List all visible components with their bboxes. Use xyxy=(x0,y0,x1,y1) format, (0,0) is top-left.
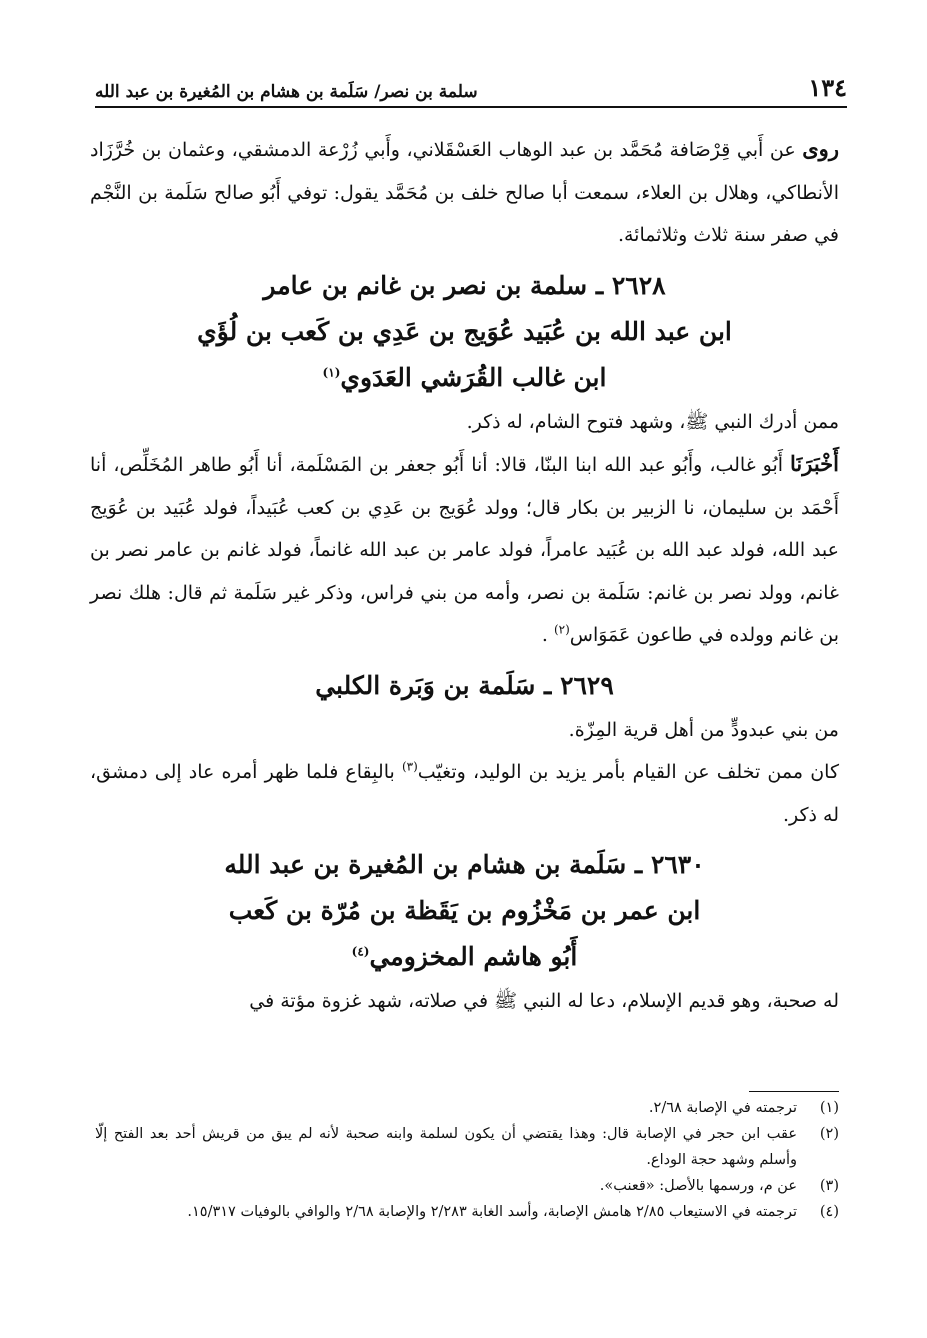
footnote-1: (١) ترجمته في الإصابة ٢/٦٨. xyxy=(648,1100,839,1116)
running-title: سلمة بن نصر/ سَلَمة بن هشام بن المُغيرة بن عبد الله xyxy=(95,82,478,102)
paragraph-3: أَخْبَرَنَا أَبُو غالب، وأَبُو عبد الله ابنا البنّا، قالا: أنا أَبُو جعفر بن المَسْلَمة، أنا أَبُو طاهر المُخَلِّص، أنا أَحْمَد بن سليمان، نا الزبير بن بكار قال؛ وولد عُوَيج بن عَدِي بن كعب عُبَيداً، فولد عُبَيد بن عُوَيج عبد الله، فولد عبد الله بن عُبَيد عامراً، فولد عامر بن عبد الله غانماً، فولد غانم بن عامر نصر بن غانم، وولد نصر بن غانم: سَلَمة بن نصر، وأمه من بني فراس، وذكر غير سَلَمة ثم قال: هلك نصر بن غانم وولده في طاعون عَمَوَاس$^{(٢)}$ . xyxy=(90,451,839,646)
footnote-ref-2[interactable]: (٢) xyxy=(553,622,570,637)
paragraph-1: روى عن أَبي قِرْصَافة مُحَمَّد بن عبد الوهاب العَسْقَلاني، وأَبي زُرْعة الدمشقي، وعثمان بن خُرَّزَاد الأنطاكي، وهلال بن العلاء، سمعت أبا صالح خلف بن مُحَمَّد يقول: توفي أَبُو صالح سَلَمة بن النَّجْم في صفر سنة ثلاث وثلاثمائة. xyxy=(90,136,839,246)
main-text xyxy=(90,128,839,1023)
paragraph-4: من بني عبدودٍّ من أهل قرية المِزّة. xyxy=(568,718,839,741)
footnote-4: (٤) ترجمته في الاستيعاب ٢/٨٥ هامش الإصابة، وأسد الغابة ٢/٢٨٣ والإصابة ٢/٦٨ والوافي بالوفيات ١٥/٣١٧. xyxy=(187,1204,839,1220)
entry-2628-title: ٢٦٢٨ ـ سلمة بن نصر بن غانم بن عامر ابن عبد الله بن عُبَيد عُوَيج بن عَدِي بن كَعب بن لُؤَي ابن غالب القُرَشي العَدَوي$^{(١)}$ xyxy=(197,270,732,392)
footnote-2: (٢) عقب ابن حجر في الإصابة قال: وهذا يقتضي أن يكون لسلمة وابنه صحبة لأنه لم يبق من قريش أحد بعد الفتح إلّا وأسلم وشهد حجة الوداع. xyxy=(95,1126,839,1168)
paragraph-6: له صحبة، وهو قديم الإسلام، دعا له النبي ﷺ في صلاته، شهد غزوة مؤتة في xyxy=(249,990,839,1012)
footnote-3: (٣) عن م، ورسمها بالأصل: «قعنب». xyxy=(599,1178,839,1194)
page-number: ١٣٤ xyxy=(808,73,847,102)
entry-2629-title: ٢٦٢٩ ـ سَلَمة بن وَبَرة الكلبي xyxy=(315,670,614,700)
entry-2630-title: ٢٦٣٠ ـ سَلَمة بن هشام بن المُغيرة بن عبد الله ابن عمر بن مَخْزُوم بن يَقَظة بن مُرّة بن كَعب أَبُو هاشم المخزومي$^{(٤)}$ xyxy=(224,850,705,971)
lead-word: روى xyxy=(802,136,839,161)
footnote-ref-4[interactable]: (٤) xyxy=(351,944,370,959)
footnote-separator xyxy=(749,1091,839,1092)
page-header xyxy=(95,60,847,108)
paragraph-5: كان ممن تخلف عن القيام بأمر يزيد بن الوليد، وتغيّب$^{(٣)}$ بالبِقاع فلما ظهر أمره عاد إلى دمشق، له ذكر. xyxy=(90,759,839,826)
lead-word: أَخْبَرَنَا xyxy=(790,451,839,476)
footnote-ref-3[interactable]: (٣) xyxy=(401,759,418,774)
footnote-ref-1[interactable]: (١) xyxy=(322,365,341,380)
paragraph-2: ممن أدرك النبي ﷺ، وشهد فتوح الشام، له ذكر. xyxy=(466,410,839,433)
footnotes xyxy=(95,1095,839,1225)
